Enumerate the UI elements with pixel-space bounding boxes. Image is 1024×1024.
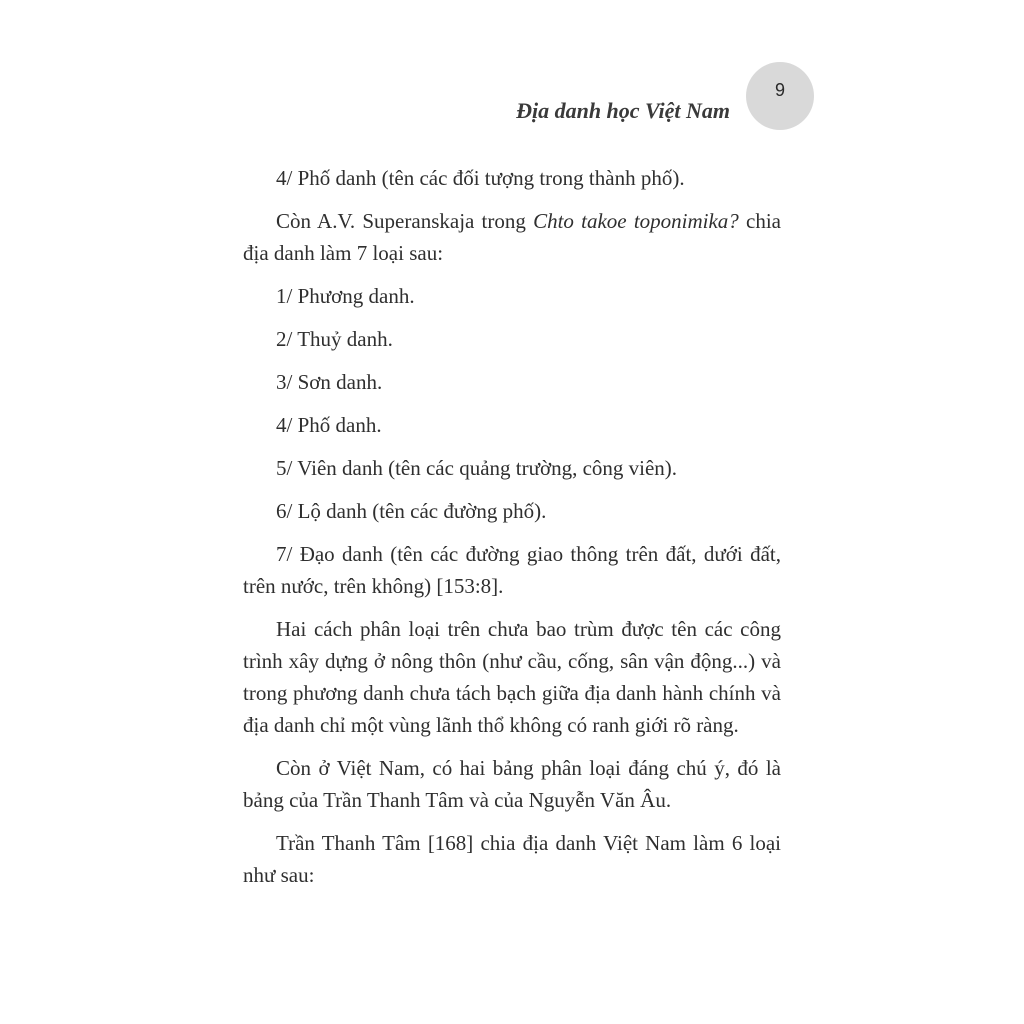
- list-item: 4/ Phố danh.: [276, 413, 382, 437]
- body-text: [243, 162, 781, 891]
- list-item: 7/ Đạo danh (tên các đường giao thông trên đất, dưới đất, trên nước, trên không) [153:8].: [243, 542, 781, 598]
- paragraph-superanskaja: [243, 205, 781, 269]
- list-item: 6/ Lộ danh (tên các đường phố).: [276, 499, 547, 523]
- paragraph-vietnam-tables: Còn ở Việt Nam, có hai bảng phân loại đáng chú ý, đó là bảng của Trần Thanh Tâm và của Nguyễn Văn Âu.: [243, 756, 781, 812]
- paragraph-pho-danh: 4/ Phố danh (tên các đối tượng trong thành phố).: [276, 166, 685, 190]
- paragraph-tran-thanh-tam: Trần Thanh Tâm [168] chia địa danh Việt Nam làm 6 loại như sau:: [243, 831, 781, 887]
- running-header-title: Địa danh học Việt Nam: [516, 98, 730, 123]
- page-number: 9: [774, 80, 785, 100]
- paragraph-classification-critique: Hai cách phân loại trên chưa bao trùm được tên các công trình xây dựng ở nông thôn (như cầu, cống, sân vận động...) và trong phương danh chưa tách bạch giữa địa danh hành chính và địa danh chỉ một vùng lãnh thổ không có ranh giới rõ ràng.: [243, 617, 781, 737]
- list-item: 3/ Sơn danh.: [276, 370, 383, 394]
- paragraph-text: Còn A.V. Superanskaja trong: [276, 209, 534, 233]
- list-item: 2/ Thuỷ danh.: [276, 327, 393, 351]
- paragraph-text: chia địa danh làm 7 loại sau:: [243, 209, 781, 265]
- book-title-italic: Chto takoe toponimika?: [533, 209, 739, 233]
- list-item: 1/ Phương danh.: [276, 284, 415, 308]
- page-number-badge: [746, 62, 814, 130]
- list-item: 5/ Viên danh (tên các quảng trường, công viên).: [276, 456, 678, 480]
